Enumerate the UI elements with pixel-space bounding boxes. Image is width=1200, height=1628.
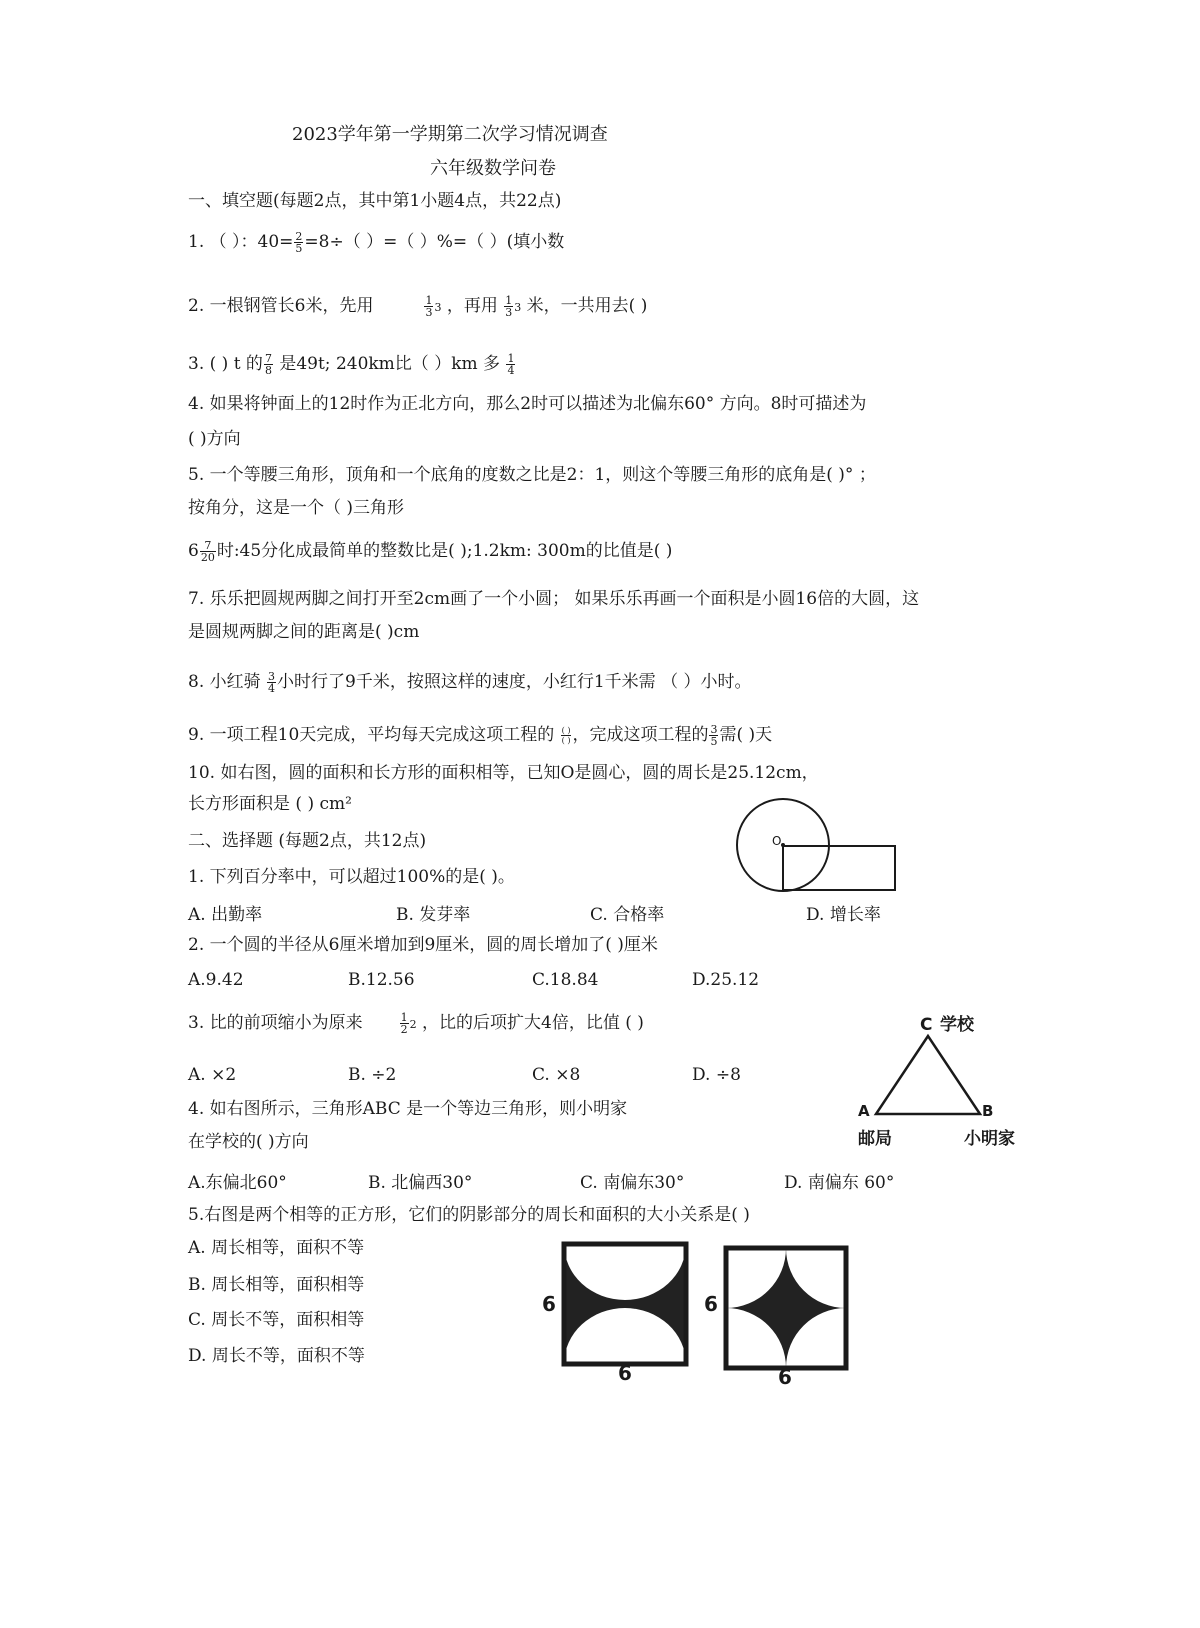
s2-question-2-stem: 2. 一个圆的半径从6厘米增加到9厘米，圆的周长增加了( )厘米	[188, 935, 658, 955]
exam-title: 2023学年第一学期第二次学习情况调查	[292, 124, 608, 145]
s1-q8-text-a: 8. 小红骑	[188, 672, 261, 692]
denominator: ( )	[561, 736, 571, 745]
left-shaded-region	[564, 1244, 686, 1364]
s1-q2-text-a: 2. 一根钢管长6米，先用	[188, 296, 374, 316]
rectangle-shape	[783, 846, 895, 890]
denominator: 20	[200, 551, 215, 564]
s2-question-5-stem: 5.右图是两个相等的正方形，它们的阴影部分的周长和面积的大小关系是( )	[188, 1205, 750, 1225]
home-label: 小明家	[964, 1129, 1015, 1149]
numerator: 3	[710, 723, 718, 736]
s2-q3-option-a: A. ×2	[188, 1065, 237, 1085]
s1-q1-text-a: 1. （ ）：40=	[188, 232, 294, 252]
s1-question-6	[188, 540, 672, 563]
s2-q1-option-b: B. 发芽率	[396, 905, 471, 925]
denominator: 4	[507, 364, 515, 377]
s1-q6-text-b: 时:45分化成最简单的整数比是( );1.2km: 300m的比值是( )	[216, 541, 673, 561]
s2-question-3-stem	[188, 1012, 644, 1036]
s1-q3-text-a: 3. ( ) t 的	[188, 354, 263, 374]
s2-q3-option-d: D. ÷8	[692, 1065, 741, 1085]
left-side-label: 6	[542, 1292, 556, 1316]
fraction-suffix: 3	[514, 301, 522, 314]
denominator: 3	[425, 306, 433, 319]
s1-question-10-line2: 长方形面积是 ( ) cm²	[188, 794, 352, 814]
s1-question-9	[188, 724, 772, 747]
exam-subtitle: 六年级数学问卷	[430, 158, 556, 179]
fraction	[400, 1012, 409, 1035]
triangle-shape	[876, 1036, 980, 1114]
s2-q3-option-b: B. ÷2	[348, 1065, 397, 1085]
s1-question-4-line1: 4. 如果将钟面上的12时作为正北方向，那么2时可以描述为北偏东60° 方向。8时可描述为	[188, 394, 867, 414]
fraction	[294, 231, 303, 254]
section2-heading: 二、选择题 (每题2点，共12点)	[188, 831, 427, 851]
s1-question-2	[188, 295, 647, 319]
numerator: 1	[425, 294, 433, 307]
s1-question-5-line1: 5. 一个等腰三角形，顶角和一个底角的度数之比是2：1，则这个等腰三角形的底角是( )° ；	[188, 465, 876, 485]
s2-q2-option-a: A.9.42	[188, 970, 244, 990]
left-bottom-label: 6	[618, 1361, 632, 1385]
vertex-c-label: C	[920, 1015, 933, 1035]
fraction	[200, 540, 216, 563]
two-squares-figure	[530, 1236, 860, 1388]
post-office-label: 邮局	[858, 1129, 892, 1149]
fraction	[424, 295, 433, 318]
s1-question-10-line1: 10. 如右图，圆的面积和长方形的面积相等，已知O是圆心，圆的周长是25.12cm，	[188, 763, 819, 783]
triangle-figure	[850, 1010, 1040, 1150]
s1-q1-text-b: =8÷（ ）=（ ）%=（ ）(填小数	[304, 232, 565, 252]
fraction	[709, 724, 718, 747]
fraction	[506, 353, 515, 376]
fraction	[267, 671, 276, 694]
s2-q5-option-b: B. 周长相等，面积相等	[188, 1275, 365, 1295]
s2-q4-option-d: D. 南偏东 60°	[784, 1173, 895, 1193]
s2-q4-option-b: B. 北偏西30°	[368, 1173, 473, 1193]
vertex-b-label: B	[982, 1102, 994, 1120]
numerator: ( )	[561, 726, 571, 735]
s2-q4-option-a: A.东偏北60°	[188, 1173, 287, 1193]
right-side-label: 6	[704, 1292, 718, 1316]
denominator: 2	[400, 1023, 408, 1036]
s2-q4-option-c: C. 南偏东30°	[580, 1173, 685, 1193]
s2-q1-option-d: D. 增长率	[806, 905, 881, 925]
numerator: 7	[264, 352, 272, 365]
s2-question-4-line1: 4. 如右图所示，三角形ABC 是一个等边三角形，则小明家	[188, 1099, 628, 1119]
center-label: O	[772, 834, 782, 848]
center-point	[781, 843, 785, 847]
s2-q1-option-c: C. 合格率	[590, 905, 665, 925]
s1-question-8	[188, 671, 751, 694]
denominator: 5	[295, 242, 303, 255]
s2-q3-text-a: 3. 比的前项缩小为原来	[188, 1013, 363, 1033]
numerator: 1	[505, 294, 513, 307]
s1-q3-text-b: 是49t; 240km比（ ）km 多	[279, 354, 501, 374]
fraction	[264, 353, 273, 376]
numerator: 2	[295, 230, 303, 243]
s1-q2-text-b: ，再用	[446, 296, 498, 316]
s1-q9-text-a: 9. 一项工程10天完成，平均每天完成这项工程的	[188, 725, 555, 745]
s2-q3-option-c: C. ×8	[532, 1065, 581, 1085]
numerator: 1	[507, 352, 515, 365]
fraction	[504, 295, 513, 318]
s1-question-7-line2: 是圆规两脚之间的距离是( )cm	[188, 622, 420, 642]
s1-q6-text-a: 6	[188, 541, 199, 561]
fraction	[561, 726, 572, 745]
s2-q3-text-b: ，比的后项扩大4倍，比值 ( )	[422, 1013, 644, 1033]
s1-question-3	[188, 353, 516, 376]
s2-q2-option-d: D.25.12	[692, 970, 760, 990]
s2-q2-option-b: B.12.56	[348, 970, 415, 990]
numerator: 7	[200, 540, 216, 552]
section1-heading: 一、填空题(每题2点，其中第1小题4点，共22点)	[188, 191, 562, 211]
numerator: 3	[268, 670, 276, 683]
numerator: 1	[400, 1011, 408, 1024]
denominator: 3	[505, 306, 513, 319]
s1-q8-text-b: 小时行了9千米，按照这样的速度，小红行1千米需 （ ）小时。	[277, 672, 752, 692]
s2-q1-option-a: A. 出勤率	[188, 905, 263, 925]
s2-question-1-stem: 1. 下列百分率中，可以超过100%的是( )。	[188, 867, 515, 887]
s1-q9-text-c: 需( )天	[719, 725, 773, 745]
s1-question-4-line2: ( )方向	[188, 429, 241, 449]
denominator: 8	[264, 364, 272, 377]
s1-question-7-line1: 7. 乐乐把圆规两脚之间打开至2cm画了一个小圆； 如果乐乐再画一个面积是小圆16倍的大圆，这	[188, 589, 920, 609]
s1-question-5-line2: 按角分，这是一个（ )三角形	[188, 498, 405, 518]
denominator: 4	[268, 682, 276, 695]
fraction-suffix: 3	[434, 301, 442, 314]
s2-q2-option-c: C.18.84	[532, 970, 599, 990]
vertex-a-label: A	[858, 1102, 870, 1120]
s2-question-4-line2: 在学校的( )方向	[188, 1132, 309, 1152]
school-label: 学校	[940, 1015, 974, 1035]
circle-rectangle-figure	[728, 790, 908, 905]
s1-question-1	[188, 231, 564, 254]
fraction-suffix: 2	[409, 1018, 417, 1031]
s1-q9-text-b: ，完成这项工程的	[572, 725, 709, 745]
denominator: 5	[710, 735, 718, 748]
s2-q5-option-d: D. 周长不等，面积不等	[188, 1346, 365, 1366]
s1-q2-text-c: 米，一共用去( )	[526, 296, 648, 316]
right-bottom-label: 6	[778, 1365, 792, 1388]
s2-q5-option-c: C. 周长不等，面积相等	[188, 1310, 365, 1330]
s2-q5-option-a: A. 周长相等，面积不等	[188, 1238, 365, 1258]
